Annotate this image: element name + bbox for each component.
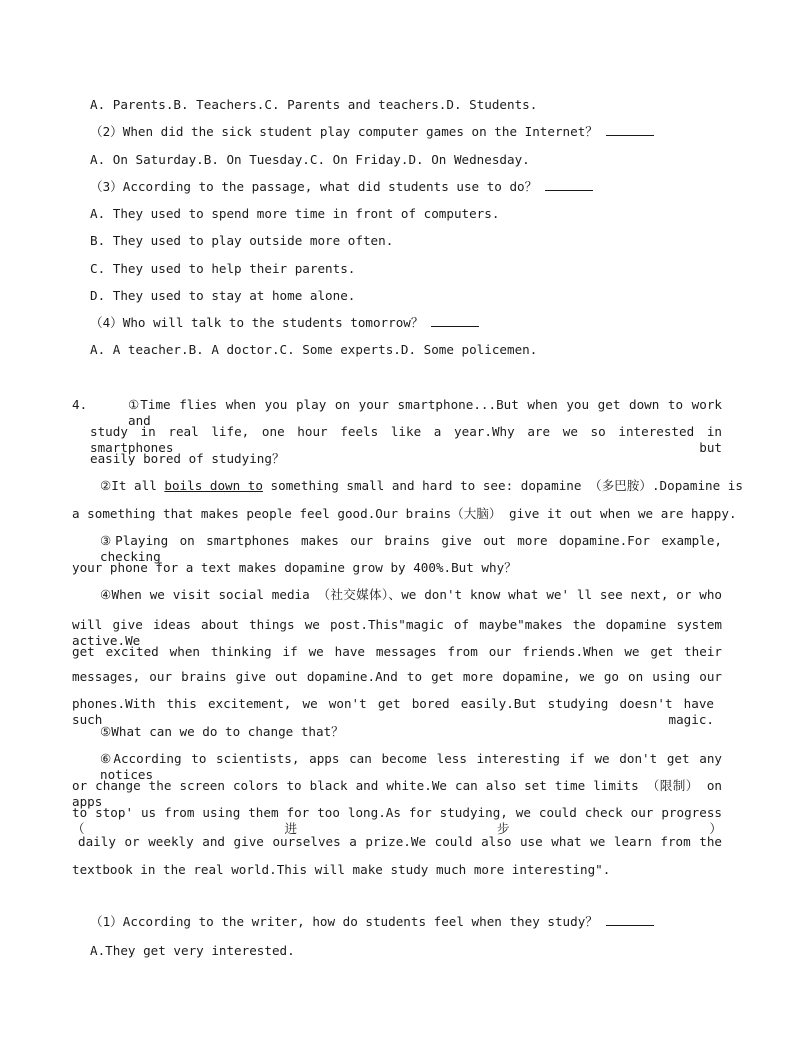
question-4	[90, 315, 479, 331]
question-3	[90, 179, 593, 195]
passage-p6-line4: daily or weekly and give ourselves a prize.We could also use what we learn from the	[78, 834, 722, 849]
question-2-text: （2）When did the sick student play computer games on the Internet？	[90, 124, 598, 139]
passage-p5: ⑤What can we do to change that？	[100, 724, 344, 739]
sub-question-1-text: （1）According to the writer, how do students feel when they study？	[90, 914, 598, 929]
answer-options-q1: A. Parents.B. Teachers.C. Parents and teachers.D. Students.	[90, 97, 538, 112]
option-a: A. They used to spend more time in front of computers.	[90, 206, 500, 221]
passage-p2-line2: a something that makes people feel good.Our brains（大脑） give it out when we are happy.	[72, 506, 737, 521]
passage-p4-line5: phones.With this excitement, we won't get bored easily.But studying doesn't have such magic.	[72, 696, 714, 727]
passage-p4-line2: will give ideas about things we post.This"magic of maybe"makes the dopamine system active.We	[72, 617, 722, 648]
question-3-text: （3）According to the passage, what did students use to do？	[90, 179, 538, 194]
passage-p6-line1: ⑥According to scientists, apps can become less interesting if we don't get any notices	[100, 751, 722, 782]
passage-p1-line2: study in real life, one hour feels like a year.Why are we so interested in smartphones but	[90, 424, 722, 455]
answer-options-q2: A. On Saturday.B. On Tuesday.C. On Friday.D. On Wednesday.	[90, 152, 530, 167]
passage-p4-line4: messages, our brains give out dopamine.And to get more dopamine, we go on using our	[72, 669, 722, 684]
answer-options-q4: A. A teacher.B. A doctor.C. Some experts.D. Some policemen.	[90, 342, 538, 357]
passage-p3-line1: ③Playing on smartphones makes our brains give out more dopamine.For example, checking	[100, 533, 722, 564]
passage-p1-line1: ①Time flies when you play on your smartphone...But when you get down to work and	[128, 397, 722, 428]
answer-blank[interactable]	[606, 124, 654, 136]
sub-question-1	[90, 914, 654, 930]
passage-p4-line3: get excited when thinking if we have messages from our friends.When we get their	[72, 644, 722, 659]
passage-p3-line2: your phone for a text makes dopamine grow by 400%.But why？	[72, 560, 517, 575]
passage-p1-line3: easily bored of studying？	[90, 451, 285, 466]
answer-blank[interactable]	[606, 914, 654, 926]
passage-p2-post: something small and hard to see: dopamine （多巴胺）.Dopamine is	[262, 478, 743, 493]
question-2	[90, 124, 654, 140]
passage-p4-line1: ④When we visit social media （社交媒体）、we don't know what we' ll see next, or who	[100, 587, 722, 602]
answer-blank[interactable]	[431, 315, 479, 327]
passage-p6-line3: to stop' us from using them for too long.As for studying, we could check our progress （进步）	[72, 805, 722, 836]
passage-p6-line2: or change the screen colors to black and white.We can also set time limits （限制） on apps	[72, 778, 722, 809]
passage-p6-line5: textbook in the real world.This will make study much more interesting".	[72, 862, 611, 877]
option-b: B. They used to play outside more often.	[90, 233, 394, 248]
passage-p2-pre: ②It all	[100, 478, 165, 493]
underlined-phrase: boils down to	[164, 478, 263, 493]
passage-p2-line1	[100, 478, 743, 494]
question-4-text: （4）Who will talk to the students tomorrow？	[90, 315, 424, 330]
option-c: C. They used to help their parents.	[90, 261, 356, 276]
option-d: D. They used to stay at home alone.	[90, 288, 356, 303]
question-number: 4.	[72, 397, 88, 412]
answer-blank[interactable]	[545, 179, 593, 191]
sub-question-1-option-a: A.They get very interested.	[90, 943, 295, 958]
